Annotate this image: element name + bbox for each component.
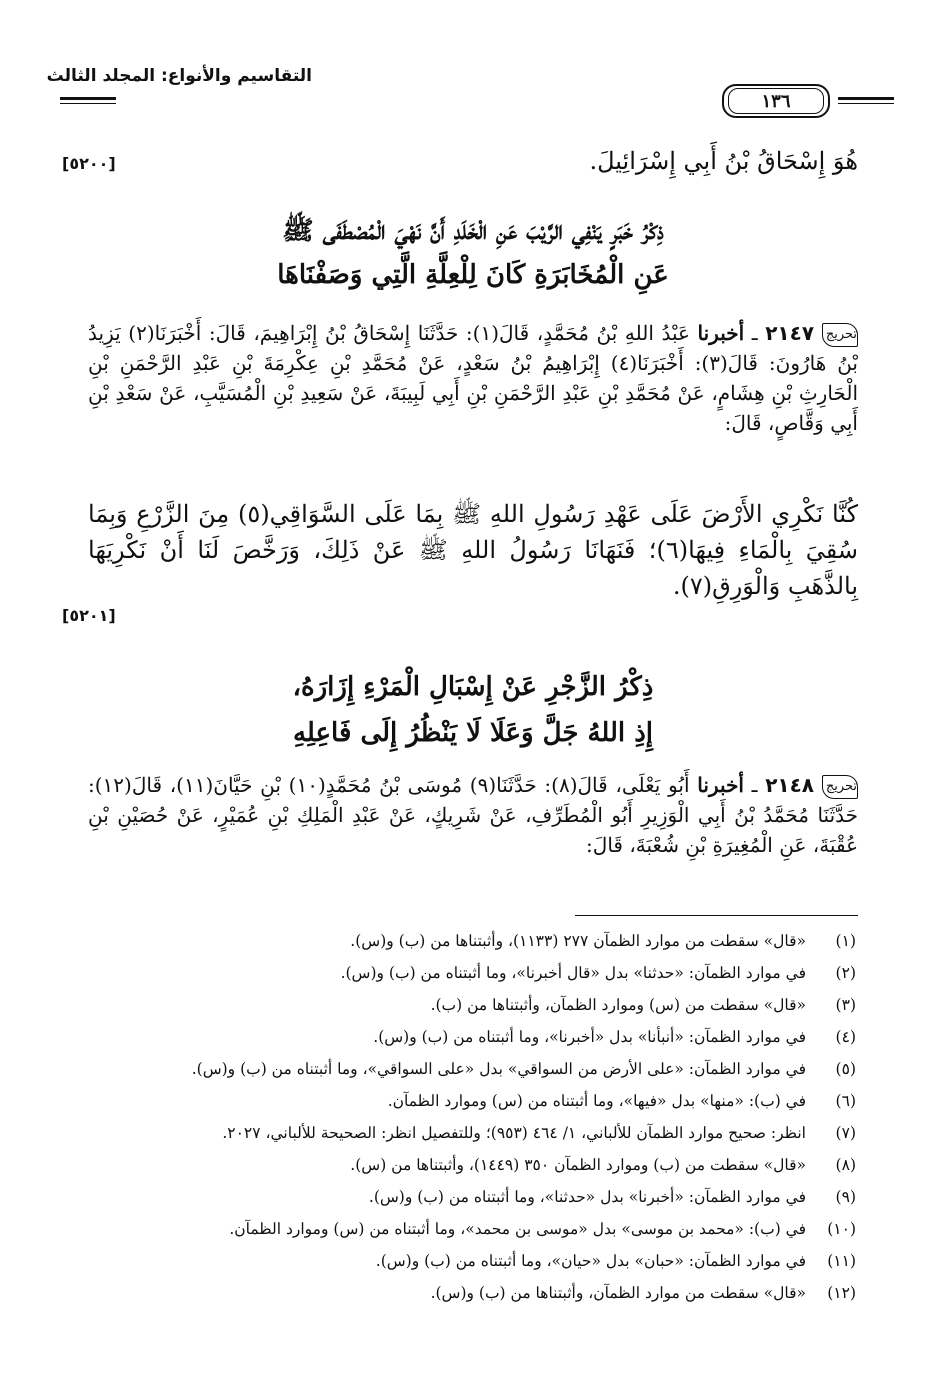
hadith-number: ٢١٤٨ [765, 773, 815, 797]
footnote: (٦)في (ب): «منها» بدل «فيها»، وما أثبتناه من (س) وموارد الظمآن. [387, 1092, 856, 1110]
hadith-matn: كُنَّا نَكْرِي الأَرْضَ عَلَى عَهْدِ رَسُولِ اللهِ ﷺ بِمَا عَلَى السَّوَاقِي(٥) مِنَ الزَّرْعِ وَبِمَا سُقِيَ بِالْمَاءِ فِيهَا(٦)؛ فَنَهَانَا رَسُولُ اللهِ ﷺ عَنْ ذَلِكَ، وَرَخَّصَ لَنَا أَنْ نَكْرِيَهَا بِالذَّهَبِ وَالْوَرِقِ(٧). [88, 500, 858, 600]
reference-number: [٥٢٠١] [62, 606, 116, 625]
takhrij-mark: تحريج [822, 323, 858, 347]
hadith-number: ٢١٤٧ [765, 321, 815, 345]
footnote: (٩)في موارد الظمآن: «أخبرنا» بدل «حدثنا»، وما أثبتناه من (ب) و(س). [368, 1188, 856, 1206]
reference-number: [٥٢٠٠] [62, 154, 116, 173]
intro-line: هُوَ إِسْحَاقُ بْنُ أَبِي إِسْرَائِيلَ. [589, 147, 858, 175]
header-rule [60, 103, 116, 104]
page-number-frame [722, 84, 830, 118]
running-header-title: التقاسيم والأنواع: المجلد الثالث [46, 66, 312, 86]
page-number: ١٣٦ [728, 88, 824, 114]
section-heading: ذِكْرُ خَبَرٍ يَنْفِي الرَّيْبَ عَنِ الْخَلَدِ أَنَّ نَهْيَ الْمُصْطَفَى ﷺ [282, 216, 664, 246]
footnote: (٧)انظر: صحيح موارد الظمآن للألباني، ١/ ٤٦٤ (٩٥٣)؛ وللتفصيل انظر: الصحيحة للألباني، ٢٠٢٧. [222, 1124, 856, 1142]
footnote: (٨)«قال» سقطت من (ب) وموارد الظمآن ٣٥٠ (١٤٤٩)، وأثبتناها من (س). [350, 1156, 856, 1174]
isnad-text: عَبْدُ اللهِ بْنُ مُحَمَّدٍ، قَالَ(١): حَدَّثَنَا إِسْحَاقُ بْنُ إِبْرَاهِيمَ، قَالَ: أَخْبَرَنَا(٢) يَزِيدُ بْنُ هَارُونَ: قَالَ(٣): أَخْبَرَنَا(٤) إِبْرَاهِيمُ بْنُ سَعْدٍ، عَنْ مُحَمَّدِ بْنِ عِكْرِمَةَ بْنِ عَبْدِ الرَّحْمَنِ بْنِ الْحَارِثِ بْنِ هِشَامٍ، عَنْ مُحَمَّدِ بْنِ عَبْدِ الرَّحْمَنِ بْنِ أَبِي لَبِيبَةَ، عَنْ سَعِيدِ بْنِ الْمُسَيَّبِ، عَنْ سَعْدِ بْنِ أَبِي وَقَّاصٍ، قَالَ: [88, 321, 858, 435]
footnote: (٥)في موارد الظمآن: «على الأرض من السواقي» بدل «على السواقي»، وما أثبتناه من (ب) و(س). [191, 1060, 856, 1078]
footnote: (٤)في موارد الظمآن: «أنبأنا» بدل «أخبرنا»، وما أثبتناه من (ب) و(س). [373, 1028, 856, 1046]
isnad-intro: أخبرنا [697, 321, 745, 345]
section-heading: عَنِ الْمُخَابَرَةِ كَانَ لِلْعِلَّةِ الَّتِي وَصَفْنَاهَا [277, 260, 669, 290]
footnote: (١٢)«قال» سقطت من موارد الظمآن، وأثبتناها من (ب) و(س). [430, 1284, 856, 1302]
footnote-separator [575, 915, 858, 916]
hadith-isnad: تحريج٢١٤٨ ـ أخبرنا أَبُو يَعْلَى، قَالَ(٨): حَدَّثَنَا(٩) مُوسَى بْنُ مُحَمَّدٍ(١٠) بْنِ حَيَّانَ(١١)، قَالَ(١٢): حَدَّثَنَا مُحَمَّدُ بْنُ أَبِي الْوَزِيرِ أَبُو الْمُطَرِّفِ، عَنْ شَرِيكٍ، عَنْ عَبْدِ الْمَلِكِ بْنِ عُمَيْرٍ، عَنْ حُصَيْنِ بْنِ عُقْبَةَ، عَنِ الْمُغِيرَةِ بْنِ شُعْبَةَ، قَالَ: [88, 773, 858, 857]
footnote: (١٠)في (ب): «محمد بن موسى» بدل «موسى بن محمد»، وما أثبتناه من (س) وموارد الظمآن. [229, 1220, 856, 1238]
footnote: (١١)في موارد الظمآن: «حبان» بدل «حيان»، وما أثبتناه من (ب) و(س). [375, 1252, 856, 1270]
takhrij-mark: تحريج [822, 775, 858, 799]
hadith-isnad: تحريج٢١٤٧ ـ أخبرنا عَبْدُ اللهِ بْنُ مُحَمَّدٍ، قَالَ(١): حَدَّثَنَا إِسْحَاقُ بْنُ إِبْرَاهِيمَ، قَالَ: أَخْبَرَنَا(٢) يَزِيدُ بْنُ هَارُونَ: قَالَ(٣): أَخْبَرَنَا(٤) إِبْرَاهِيمُ بْنُ سَعْدٍ، عَنْ مُحَمَّدِ بْنِ عِكْرِمَةَ بْنِ عَبْدِ الرَّحْمَنِ بْنِ الْحَارِثِ بْنِ هِشَامٍ، عَنْ مُحَمَّدِ بْنِ عَبْدِ الرَّحْمَنِ بْنِ أَبِي لَبِيبَةَ، عَنْ سَعِيدِ بْنِ الْمُسَيَّبِ، عَنْ سَعْدِ بْنِ أَبِي وَقَّاصٍ، قَالَ: [88, 321, 858, 435]
header-rule [60, 97, 116, 100]
isnad-text: أَبُو يَعْلَى، قَالَ(٨): حَدَّثَنَا(٩) مُوسَى بْنُ مُحَمَّدٍ(١٠) بْنِ حَيَّانَ(١١)، قَالَ(١٢): حَدَّثَنَا مُحَمَّدُ بْنُ أَبِي الْوَزِيرِ أَبُو الْمُطَرِّفِ، عَنْ شَرِيكٍ، عَنْ عَبْدِ الْمَلِكِ بْنِ عُمَيْرٍ، عَنْ حُصَيْنِ بْنِ عُقْبَةَ، عَنِ الْمُغِيرَةِ بْنِ شُعْبَةَ، قَالَ: [88, 773, 858, 857]
isnad-intro: أخبرنا [697, 773, 744, 797]
footnote: (٣)«قال» سقطت من (س) وموارد الظمآن، وأثبتناها من (ب). [430, 996, 856, 1014]
header-rule [838, 97, 894, 100]
section-heading: إِذِ اللهُ جَلَّ وَعَلَا لَا يَنْظُرُ إِلَى فَاعِلِهِ [292, 718, 653, 748]
header-rule [838, 103, 894, 104]
footnote: (١)«قال» سقطت من موارد الظمآن ٢٧٧ (١١٣٣)، وأثبتناها من (ب) و(س). [350, 932, 856, 950]
footnote: (٢)في موارد الظمآن: «حدثنا» بدل «قال أخبرنا»، وما أثبتناه من (ب) و(س). [340, 964, 856, 982]
section-heading: ذِكْرُ الزَّجْرِ عَنْ إِسْبَالِ الْمَرْءِ إِزَارَهُ، [292, 672, 654, 702]
